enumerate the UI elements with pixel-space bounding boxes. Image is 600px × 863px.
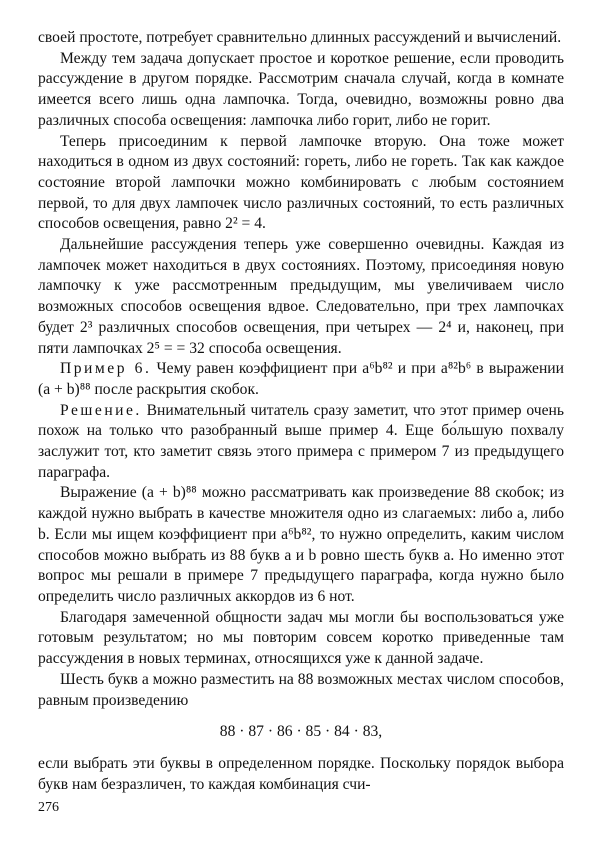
paragraph: своей простоте, потребует сравнительно длинных рассуждений и вычислений. [38, 29, 562, 46]
paragraph: если выбрать эти буквы в определенном порядке. Поскольку порядок выбора букв нам безразличен, то каждая комбинация счи- [38, 754, 564, 793]
paragraph: Теперь присоединим к первой лампочке вторую. Она тоже может находиться в одном из двух состояний: гореть, либо не гореть. Так как каждое состояние второй лампочки можно комбинировать с любым состоянием первой, то для двух лампочек число различных состояний, то есть различных способов освещения, равно 2² = 4. [38, 132, 564, 233]
example-text: Чему равен коэффициент при a⁶b⁸² и при a⁸²b⁶ в выражении (a + b)⁸⁸ после раскрытия скобок. [38, 360, 564, 398]
example-label: Пример 6. [60, 360, 152, 378]
solution-text: Внимательный читатель сразу заметит, что этот пример очень похож на только что разобранный выше пример 4. Еще бо́льшую похвалу заслужит тот, кто заметит связь этого примера с примером 7 из предыдущего параграфа. [38, 401, 564, 481]
example-6-paragraph [38, 359, 564, 400]
paragraph: Выражение (a + b)⁸⁸ можно рассматривать как произведение 88 скобок; из каждой нужно выбрать в качестве множителя одно из слагаемых: либо a, либо b. Если мы ищем коэффициент при a⁶b⁸², то нужно определить, каким числом способов можно выбрать из 88 букв a и b ровно шесть букв a. Но именно этот вопрос мы решали в примере 7 предыдущего параграфа, когда нужно было определить число различных аккордов из 6 нот. [38, 484, 564, 605]
paragraph: Благодаря замеченной общности задач мы могли бы воспользоваться уже готовым результатом; но мы повторим совсем коротко приведенные там рассуждения в новых терминах, относящихся уже к данной задаче. [38, 608, 564, 668]
paragraph: Между тем задача допускает простое и короткое решение, если проводить рассуждение в другом порядке. Рассмотрим сначала случай, когда в комнате имеется всего лишь одна лампочка. Тогда, очевидно, возможны ровно два различных способа освещения: лампочка либо горит, либо не горит. [38, 49, 564, 129]
paragraph: Шесть букв a можно разместить на 88 возможных местах числом способов, равным произведению [38, 670, 564, 709]
page-number: 276 [38, 800, 59, 815]
paragraph: Дальнейшие рассуждения теперь уже совершенно очевидны. Каждая из лампочек может находиться в двух состояниях. Поэтому, присоединяя новую лампочку к уже рассмотренным предыдущим, мы увеличиваем число возможных способов освещения вдвое. Следовательно, при трех лампочках будет 2³ различных способов освещения, при четырех — 2⁴ и, наконец, при пяти лампочках 2⁵ = = 32 способа освещения. [38, 236, 564, 357]
solution-paragraph [38, 401, 564, 484]
solution-label: Решение. [60, 401, 142, 419]
formula-product: 88 · 87 · 86 · 85 · 84 · 83, [219, 723, 383, 741]
